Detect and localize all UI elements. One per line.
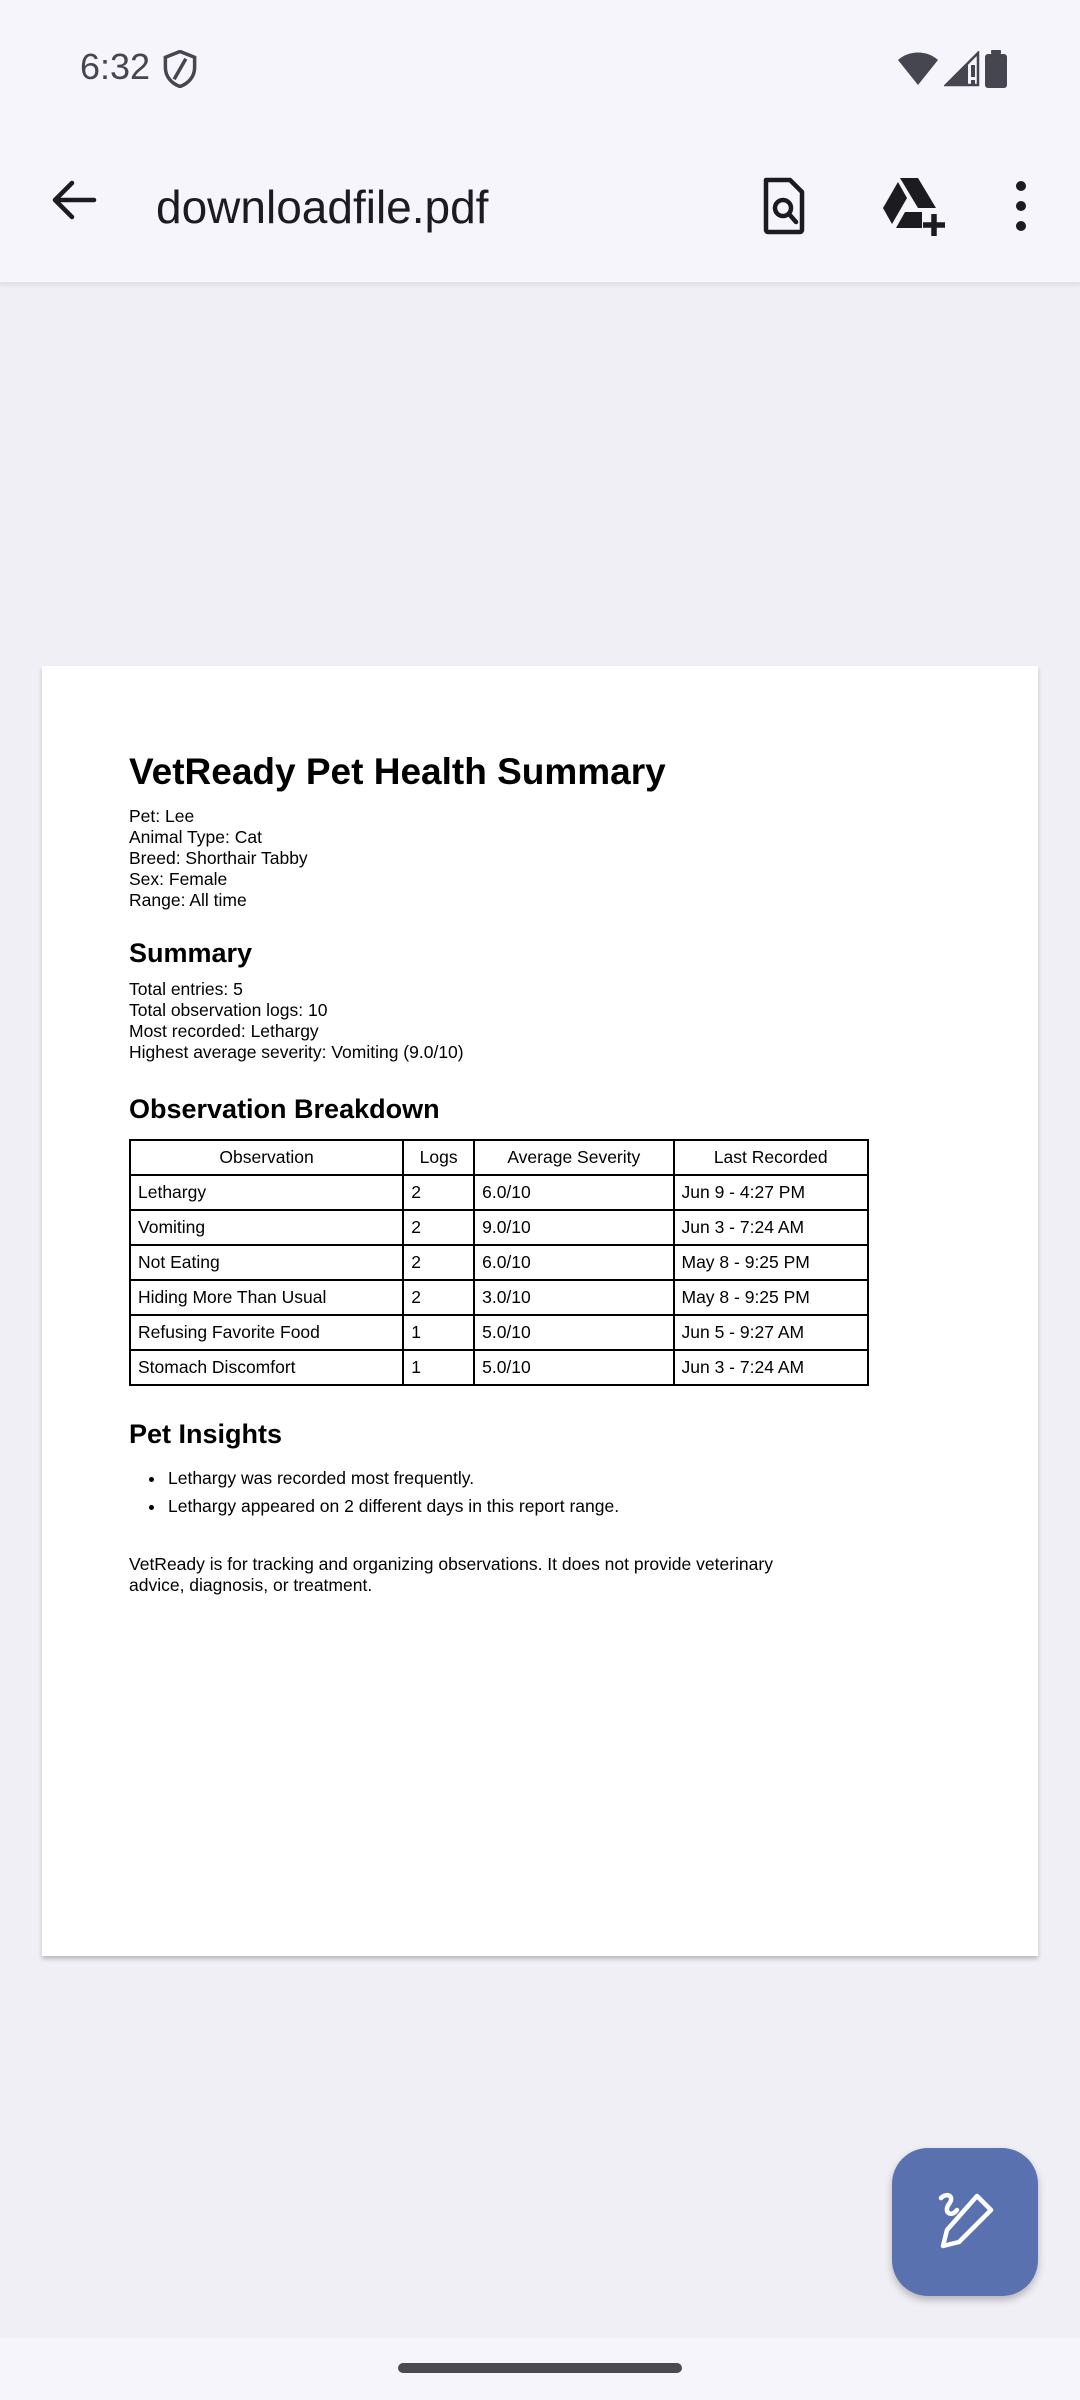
- table-cell: Stomach Discomfort: [130, 1350, 403, 1385]
- more-vert-icon[interactable]: [1006, 174, 1036, 238]
- table-row: [130, 1210, 868, 1245]
- table-cell: 6.0/10: [474, 1245, 673, 1280]
- signal-icon: [944, 51, 980, 87]
- find-in-document-icon[interactable]: [752, 174, 816, 238]
- app-bar: [0, 140, 1080, 284]
- pet-sex: Sex: Female: [129, 869, 228, 889]
- insights-section: [129, 1418, 909, 1520]
- table-cell: 9.0/10: [474, 1210, 673, 1245]
- table-cell: 2: [403, 1245, 474, 1280]
- table-cell: 5.0/10: [474, 1350, 673, 1385]
- table-row: [130, 1175, 868, 1210]
- report-range: Range: All time: [129, 890, 247, 910]
- table-cell: Jun 3 - 7:24 AM: [674, 1350, 869, 1385]
- table-cell: 1: [403, 1350, 474, 1385]
- table-cell: 6.0/10: [474, 1175, 673, 1210]
- table-cell: 1: [403, 1315, 474, 1350]
- home-indicator[interactable]: [398, 2363, 682, 2373]
- insights-heading: Pet Insights: [129, 1419, 283, 1449]
- summary-line: Total observation logs: 10: [129, 1000, 328, 1020]
- summary-line: Highest average severity: Vomiting (9.0/10): [129, 1042, 464, 1062]
- pet-name: Pet: Lee: [129, 806, 195, 826]
- status-time: 6:32: [80, 46, 151, 87]
- summary-line: Total entries: 5: [129, 979, 243, 999]
- disclaimer: VetReady is for tracking and organizing observations. It does not provide veterinary advice, diagnosis, or treatment.: [129, 1554, 773, 1595]
- app-title: downloadfile.pdf: [156, 181, 489, 233]
- table-cell: 2: [403, 1175, 474, 1210]
- table-cell: 5.0/10: [474, 1315, 673, 1350]
- back-arrow-icon[interactable]: [44, 170, 104, 230]
- table-header-row: [130, 1140, 868, 1175]
- summary-section: [129, 937, 909, 1063]
- wifi-icon: [897, 51, 939, 87]
- list-item: • Lethargy was recorded most frequently.: [166, 1464, 909, 1492]
- column-header: Logs: [403, 1140, 474, 1175]
- summary-heading: Summary: [129, 938, 253, 968]
- column-header: Average Severity: [474, 1140, 673, 1175]
- shield-icon: [162, 50, 198, 88]
- table-cell: Jun 9 - 4:27 PM: [674, 1175, 869, 1210]
- table-cell: 2: [403, 1280, 474, 1315]
- table-cell: May 8 - 9:25 PM: [674, 1280, 869, 1315]
- summary-line: Most recorded: Lethargy: [129, 1021, 319, 1041]
- insights-list: [129, 1464, 909, 1520]
- breakdown-section: [129, 1093, 909, 1386]
- pet-info: [129, 806, 909, 911]
- table-cell: 3.0/10: [474, 1280, 673, 1315]
- table-cell: Jun 5 - 9:27 AM: [674, 1315, 869, 1350]
- table-cell: Hiding More Than Usual: [130, 1280, 403, 1315]
- table-row: [130, 1350, 868, 1385]
- table-row: [130, 1280, 868, 1315]
- battery-icon: [984, 50, 1008, 88]
- document-content: [129, 750, 909, 1596]
- observation-table: [129, 1139, 869, 1386]
- table-cell: 2: [403, 1210, 474, 1245]
- column-header: Observation: [130, 1140, 403, 1175]
- pdf-page[interactable]: [42, 666, 1038, 1956]
- column-header: Last Recorded: [674, 1140, 869, 1175]
- breakdown-heading: Observation Breakdown: [129, 1094, 440, 1124]
- table-cell: Not Eating: [130, 1245, 403, 1280]
- table-cell: Vomiting: [130, 1210, 403, 1245]
- table-cell: May 8 - 9:25 PM: [674, 1245, 869, 1280]
- annotate-pen-icon: [931, 2188, 999, 2256]
- list-item: • Lethargy appeared on 2 different days in this report range.: [166, 1492, 909, 1520]
- status-bar: [0, 0, 1080, 140]
- table-cell: Jun 3 - 7:24 AM: [674, 1210, 869, 1245]
- document-title: VetReady Pet Health Summary: [129, 751, 666, 792]
- annotate-fab-button[interactable]: [892, 2148, 1038, 2296]
- table-cell: Refusing Favorite Food: [130, 1315, 403, 1350]
- table-row: [130, 1245, 868, 1280]
- table-cell: Lethargy: [130, 1175, 403, 1210]
- status-icons: [897, 50, 1008, 90]
- table-row: [130, 1315, 868, 1350]
- pet-animal-type: Animal Type: Cat: [129, 827, 262, 847]
- google-drive-add-icon[interactable]: [878, 174, 948, 238]
- pet-breed: Breed: Shorthair Tabby: [129, 848, 308, 868]
